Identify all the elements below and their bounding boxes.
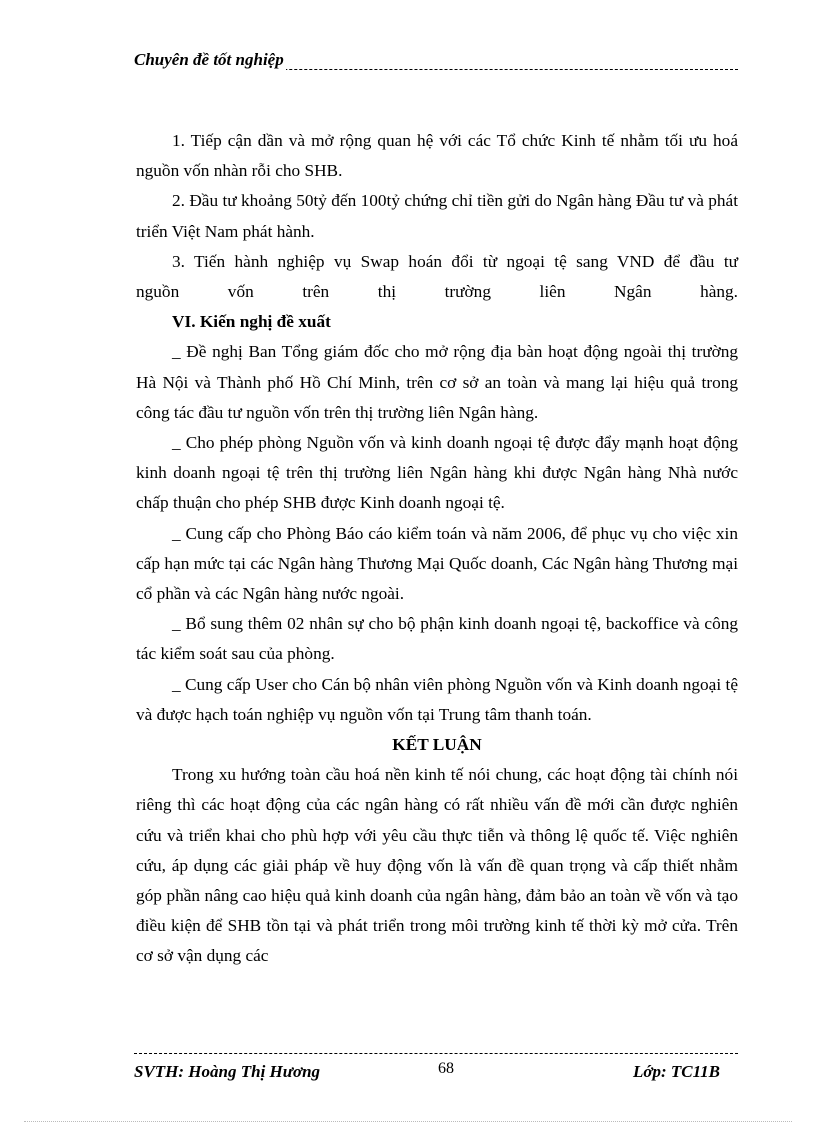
footer-student-name: SVTH: Hoàng Thị Hương	[134, 1062, 321, 1081]
page-edge-divider	[24, 1121, 792, 1122]
page-header	[134, 50, 738, 74]
recommendation-item-3: 3. Tiến hành nghiệp vụ Swap hoán đổi từ ngoại tệ sang VND để đầu tư	[172, 251, 738, 271]
page-number: 68	[438, 1060, 454, 1077]
footer-dashed-rule	[134, 1053, 738, 1054]
recommendation-item-3-continued: nguồn vốn trên thị trường liên Ngân hàng.	[136, 282, 738, 302]
footer-class: Lớp: TC11B	[632, 1062, 720, 1081]
page-footer	[134, 1060, 738, 1090]
proposal-item-1: _ Đề nghị Ban Tổng giám đốc cho mở rộng địa bàn hoạt động ngoài thị trường Hà Nội và Thành phố Hồ Chí Minh, trên cơ sở an toàn và mang lại hiệu quả trong công tác đầu tư nguồn vốn trên thị trường liên Ngân hàng.	[136, 342, 738, 422]
proposal-item-5: _ Cung cấp User cho Cán bộ nhân viên phòng Nguồn vốn và Kinh doanh ngoại tệ và được hạch toán nghiệp vụ nguồn vốn tại Trung tâm thanh toán.	[136, 674, 738, 724]
proposal-item-4: _ Bổ sung thêm 02 nhân sự cho bộ phận kinh doanh ngoại tệ, backoffice và công tác kiểm soát sau của phòng.	[136, 614, 738, 664]
header-title: Chuyên đề tốt nghiệp	[134, 50, 284, 69]
proposal-item-3: _ Cung cấp cho Phòng Báo cáo kiểm toán và năm 2006, để phục vụ cho việc xin cấp hạn mức tại các Ngân hàng Thương Mại Quốc doanh, Các Ngân hàng Thương mại cổ phần và các Ngân hàng nước ngoài.	[136, 523, 738, 604]
recommendation-item-2: 2. Đầu tư khoảng 50tỷ đến 100tỷ chứng chỉ tiền gửi do Ngân hàng Đầu tư và phát triển Việt Nam phát hành.	[136, 191, 738, 241]
conclusion-heading: KẾT LUẬN	[392, 735, 482, 755]
conclusion-paragraph: Trong xu hướng toàn cầu hoá nền kinh tế nói chung, các hoạt động tài chính nói riêng thì các hoạt động của các ngân hàng có rất nhiều vấn đề mới cần được nghiên cứu và triển khai cho phù hợp với yêu cầu thực tiễn và thông lệ quốc tế. Việc nghiên cứu, áp dụng các giải pháp về huy động vốn là vấn đề quan trọng và cấp thiết nhằm góp phần nâng cao hiệu quả kinh doanh của ngân hàng, đảm bảo an toàn về vốn và tạo điều kiện để SHB tồn tại và phát triển trong môi trường kinh tế thời kỳ mở cửa. Trên cơ sở vận dụng các	[136, 765, 738, 966]
recommendation-item-1: 1. Tiếp cận dần và mở rộng quan hệ với các Tổ chức Kinh tế nhằm tối ưu hoá nguồn vốn nhàn rỗi cho SHB.	[136, 131, 738, 181]
page-body	[136, 126, 738, 972]
proposal-item-2: _ Cho phép phòng Nguồn vốn và kinh doanh ngoại tệ được đẩy mạnh hoạt động kinh doanh ngoại tệ trên thị trường liên Ngân hàng khi được Ngân hàng Nhà nước chấp thuận cho phép SHB được Kinh doanh ngoại tệ.	[136, 433, 738, 513]
section-heading-proposals: VI. Kiến nghị đề xuất	[172, 312, 331, 332]
